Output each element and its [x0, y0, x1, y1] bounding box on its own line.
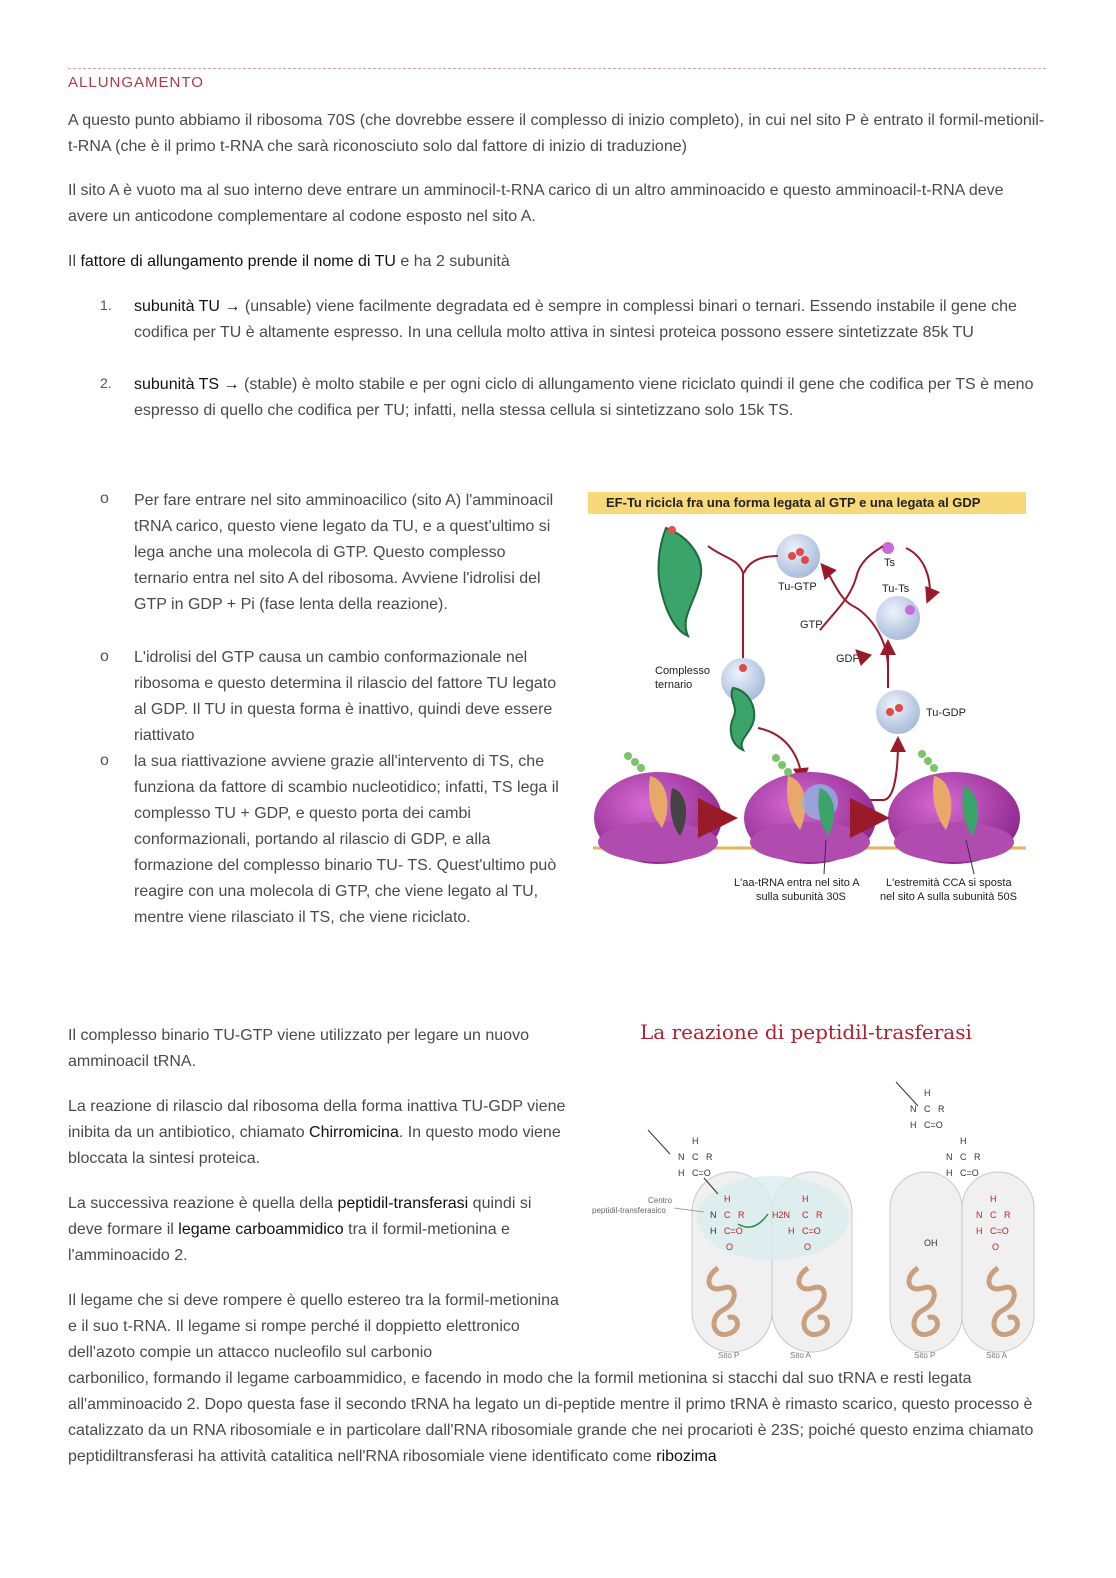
subunit-ts-item: subunità TS → (stable) è molto stabile e per ogni ciclo di allungamento viene riciclato quindi il gene che codifica per TS è meno espresso di quello che codifica per TU; infatti, nella stessa cellula si sintetizzano solo 15k TS.	[134, 376, 1034, 419]
oh-label: OH	[924, 1238, 938, 1248]
centro-label-1: Centro	[648, 1196, 673, 1205]
label-gdp: GDP	[836, 653, 860, 665]
tu-gtp-sphere	[776, 534, 820, 578]
caption-b-line1: L'estremità CCA si sposta	[886, 877, 1012, 889]
paragraph-legame-left: Il legame che si deve rompere è quello estereo tra la formil-metionina e il suo t-RNA. Il legame si rompe perché il doppietto elettronico dell'azoto compie un attacco nucleofilo sul carbonio	[68, 1292, 559, 1361]
list-number: 1.	[100, 297, 112, 313]
sito-p-left: Sito P	[718, 1351, 740, 1360]
svg-text:H: H	[924, 1088, 931, 1098]
section-title: ALLUNGAMENTO	[68, 74, 204, 91]
subunit-a-right	[962, 1172, 1034, 1352]
trna-shape	[659, 528, 702, 636]
svg-text:N: N	[910, 1104, 917, 1114]
svg-text:C: C	[692, 1152, 699, 1162]
bullet-item: la sua riattivazione avviene grazie all'intervento di TS, che funziona da fattore di scambio nucleotidico; infatti, TS lega il complesso TU + GDP, e questo porta dei cambi conformazionali, portando al rilascio di GDP, e alla formazione del complesso binario TU- TS. Quest'ultimo può reagire con una molecola di GTP, che viene legato al TU, mentre viene rilasciato il TS, che viene riciclato.	[134, 753, 559, 926]
svg-text:H2N: H2N	[772, 1210, 791, 1220]
tu-ts-sphere	[876, 596, 920, 640]
svg-text:H: H	[910, 1120, 917, 1130]
svg-text:O: O	[992, 1242, 1000, 1252]
svg-text:C: C	[802, 1210, 809, 1220]
legame-term: legame carboammidico	[178, 1221, 344, 1238]
figure2-title: La reazione di peptidil-trasferasi	[640, 1020, 972, 1044]
svg-text:H: H	[724, 1194, 731, 1204]
peptidil-term: peptidil-transferasi	[337, 1195, 469, 1212]
svg-text:C=O: C=O	[960, 1168, 979, 1178]
sito-a-left: Sito A	[790, 1351, 811, 1360]
label-tu-ts: Tu-Ts	[882, 583, 910, 595]
svg-text:R: R	[1004, 1210, 1011, 1220]
svg-text:R: R	[938, 1104, 945, 1114]
svg-text:H: H	[976, 1226, 983, 1236]
subunit-ts-label: subunità TS →	[134, 376, 240, 393]
bullet-marker: o	[100, 648, 109, 665]
label-tu-gtp: Tu-GTP	[778, 581, 817, 593]
subunit-p-right	[890, 1172, 962, 1352]
svg-text:C=O: C=O	[802, 1226, 821, 1236]
svg-text:C: C	[990, 1210, 997, 1220]
svg-text:C=O: C=O	[924, 1120, 943, 1130]
svg-text:R: R	[706, 1152, 713, 1162]
svg-text:C=O: C=O	[724, 1226, 743, 1236]
subunit-tu-label: subunità TU →	[134, 298, 241, 315]
amino-acid-dot	[668, 526, 676, 534]
svg-text:H: H	[678, 1168, 685, 1178]
label-gtp: GTP	[800, 619, 823, 631]
chirromicina-term: Chirromicina	[309, 1124, 399, 1141]
svg-text:R: R	[738, 1210, 745, 1220]
factor-name: fattore di allungamento prende il nome di TU	[80, 253, 396, 270]
label-ts: Ts	[884, 557, 895, 569]
svg-text:N: N	[976, 1210, 983, 1220]
svg-text:C: C	[960, 1152, 967, 1162]
svg-text:H: H	[710, 1226, 717, 1236]
svg-text:C=O: C=O	[692, 1168, 711, 1178]
svg-text:R: R	[974, 1152, 981, 1162]
list-number: 2.	[100, 375, 112, 391]
svg-text:N: N	[678, 1152, 685, 1162]
figure1-efTu-cycle	[588, 518, 1028, 913]
paragraph-tu-gtp: Il complesso binario TU-GTP viene utilizzato per legare un nuovo amminoacil tRNA.	[68, 1027, 529, 1070]
figure2-peptidyl-transferase	[588, 1078, 1046, 1360]
svg-text:O: O	[804, 1242, 812, 1252]
svg-text:C: C	[724, 1210, 731, 1220]
tu-gdp-sphere	[876, 690, 920, 734]
svg-text:N: N	[946, 1152, 953, 1162]
caption-b-line2: nel sito A sulla subunità 50S	[880, 891, 1017, 903]
svg-text:H: H	[788, 1226, 795, 1236]
figure1-title: EF-Tu ricicla fra una forma legata al GTP e una legata al GDP	[588, 492, 1026, 514]
header-rule	[68, 68, 1046, 69]
sito-p-right: Sito P	[914, 1351, 936, 1360]
svg-text:H: H	[960, 1136, 967, 1146]
bullet-item: L'idrolisi del GTP causa un cambio conformazionale nel ribosoma e questo determina il rilascio del fattore TU legato al GDP. Il TU in questa forma è inattivo, quindi deve essere riattivato	[134, 649, 557, 744]
svg-text:H: H	[990, 1194, 997, 1204]
sito-a-right: Sito A	[986, 1351, 1007, 1360]
bullet-marker: o	[100, 752, 109, 769]
ts-sphere	[882, 542, 894, 554]
label-tu-gdp: Tu-GDP	[926, 707, 966, 719]
svg-text:H: H	[692, 1136, 699, 1146]
label-complesso: Complesso	[655, 665, 711, 677]
paragraph-peptidil: La successiva reazione è quella della peptidil-transferasi quindi si deve formare il legame carboammidico tra il formil-metionina e l'amminoacido 2.	[68, 1195, 532, 1264]
bullet-item: Per fare entrare nel sito amminoacilico (sito A) l'amminoacil tRNA carico, questo viene legato da TU, e a quest'ultimo si lega anche una molecola di GTP. Questo complesso ternario entra nel sito A del ribosoma. Avviene l'idrolisi del GTP in GDP + Pi (fase lenta della reazione).	[134, 492, 554, 613]
ribosome-1	[594, 772, 722, 864]
svg-text:N: N	[710, 1210, 717, 1220]
centro-label-2: peptidil-transferasico	[592, 1206, 666, 1215]
intro-paragraph-1: A questo punto abbiamo il ribosoma 70S (che dovrebbe essere il complesso di inizio completo), in cui nel sito P è entrato il formil-metionil-t-RNA (che è il primo t-RNA che sarà riconosciuto solo dal fattore di inizio di traduzione)	[68, 112, 1045, 155]
svg-text:C: C	[924, 1104, 931, 1114]
intro-paragraph-2: Il sito A è vuoto ma al suo interno deve entrare un amminocil-t-RNA carico di un altro amminoacido e questo amminoacil-t-RNA deve avere un anticodone complementare al codone esposto nel sito A.	[68, 182, 1004, 225]
svg-text:R: R	[816, 1210, 823, 1220]
svg-text:H: H	[946, 1168, 953, 1178]
paragraph-legame-full: carbonilico, formando il legame carboammidico, e facendo in modo che la formil metionina si stacchi dal suo tRNA e resti legata all'amminoacido 2. Dopo questa fase il secondo tRNA ha legato un di-peptide mentre il primo tRNA è rimasto scarico, questo processo è catalizzato da un RNA ribosomiale e in particolare dall'RNA ribosomiale grande che nei procarioti è 23S; poiché questo enzima chiamato peptidiltransferasi ha attività catalitica nell'RNA ribosomiale viene identificato come ribozima	[68, 1370, 1034, 1465]
svg-text:C=O: C=O	[990, 1226, 1009, 1236]
svg-text:H: H	[802, 1194, 809, 1204]
paragraph-chirromicina: La reazione di rilascio dal ribosoma della forma inattiva TU-GDP viene inibita da un antibiotico, chiamato Chirromicina. In questo modo viene bloccata la sintesi proteica.	[68, 1098, 566, 1167]
peptide-chain	[624, 750, 938, 776]
caption-a-line1: L'aa-tRNA entra nel sito A	[734, 877, 860, 889]
label-ternario: ternario	[655, 679, 693, 691]
ribozima-term: ribozima	[656, 1448, 717, 1465]
factor-sentence: Il fattore di allungamento prende il nome di TU e ha 2 subunità	[68, 253, 510, 270]
caption-a-line2: sulla subunità 30S	[756, 891, 846, 903]
svg-text:O: O	[726, 1242, 734, 1252]
bullet-marker: o	[100, 490, 109, 507]
subunit-tu-item: subunità TU → (unsable) viene facilmente degradata ed è sempre in complessi binari o ternari. Essendo instabile il gene che codifica per TU è altamente espresso. In una cellula molto attiva in sintesi proteica possono essere sintetizzate 85k TU	[134, 298, 1017, 341]
ribosome-3	[888, 772, 1020, 864]
